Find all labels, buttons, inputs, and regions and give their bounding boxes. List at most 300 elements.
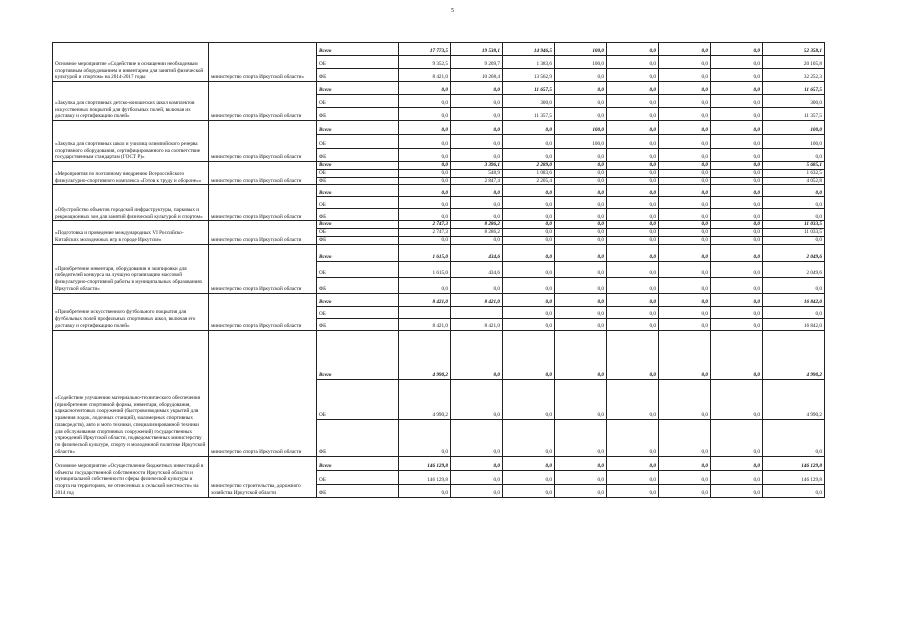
- amount-cell: 100,0: [763, 135, 825, 149]
- amount-cell: 3 396,1: [451, 162, 503, 170]
- amount-cell: 0,0: [607, 330, 659, 379]
- amount-cell: 8 421,0: [451, 293, 503, 306]
- amount-cell: 0,0: [607, 185, 659, 197]
- event-name-cell: «Приобретение искусственного футбольного покрытия для футбольных полей профильных спортивных школ, включая его доставку и сертификацию полей»: [53, 293, 209, 330]
- funding-source-cell: Всего: [317, 162, 399, 170]
- amount-cell: 0,0: [555, 277, 607, 293]
- amount-cell: 146 129,8: [399, 470, 451, 484]
- funding-source-cell: ОБ: [317, 229, 399, 237]
- amount-cell: 0,0: [399, 162, 451, 170]
- funding-source-cell: Всего: [317, 82, 399, 95]
- amount-cell: 0,0: [555, 470, 607, 484]
- amount-cell: 0,0: [451, 456, 503, 470]
- amount-cell: 0,0: [711, 244, 763, 261]
- amount-cell: 0,0: [763, 209, 825, 221]
- amount-cell: 8 286,2: [451, 221, 503, 229]
- amount-cell: 0,0: [503, 209, 555, 221]
- amount-cell: 0,0: [659, 169, 711, 177]
- amount-cell: 0,0: [763, 484, 825, 497]
- amount-cell: 0,0: [555, 456, 607, 470]
- page-number: 5: [451, 8, 454, 14]
- amount-cell: 0,0: [399, 135, 451, 149]
- amount-cell: 300,0: [763, 95, 825, 108]
- amount-cell: 2 747,3: [399, 229, 451, 237]
- amount-cell: 0,0: [607, 379, 659, 419]
- event-name-cell: «Мероприятия по поэтапному внедрению Всероссийского физкультурно-спортивного комплекса «Готов к труду и обороне»»: [53, 162, 209, 185]
- amount-cell: 100,0: [555, 56, 607, 69]
- amount-cell: 0,0: [399, 209, 451, 221]
- amount-cell: 2 847,4: [451, 177, 503, 185]
- event-name-cell: «Закупка для спортивных детско-юношеских школ комплектов искусственных покрытий для футбольных полей, включая их доставку и сертификацию полей»: [53, 82, 209, 121]
- amount-cell: 0,0: [659, 318, 711, 330]
- amount-cell: 0,0: [711, 82, 763, 95]
- amount-cell: 0,0: [763, 197, 825, 209]
- amount-cell: 0,0: [711, 69, 763, 82]
- amount-cell: 0,0: [763, 185, 825, 197]
- amount-cell: 0,0: [659, 261, 711, 277]
- amount-cell: 0,0: [503, 229, 555, 237]
- amount-cell: 0,0: [555, 108, 607, 121]
- amount-cell: 4 990,2: [763, 379, 825, 419]
- table-row: [53, 162, 825, 170]
- funding-source-cell: ОБ: [317, 306, 399, 318]
- amount-cell: 8 421,0: [399, 69, 451, 82]
- amount-cell: 0,0: [555, 484, 607, 497]
- amount-cell: 100,0: [763, 121, 825, 135]
- amount-cell: 0,0: [555, 169, 607, 177]
- amount-cell: 0,0: [503, 456, 555, 470]
- amount-cell: 0,0: [659, 82, 711, 95]
- amount-cell: 0,0: [711, 456, 763, 470]
- amount-cell: 0,0: [659, 95, 711, 108]
- responsible-cell: министерство спорта Иркутской области: [209, 121, 317, 162]
- amount-cell: 0,0: [607, 95, 659, 108]
- responsible-cell: министерство спорта Иркутской области: [209, 330, 317, 456]
- amount-cell: 0,0: [451, 379, 503, 419]
- amount-cell: 0,0: [555, 261, 607, 277]
- amount-cell: 0,0: [659, 185, 711, 197]
- amount-cell: 0,0: [607, 209, 659, 221]
- amount-cell: 0,0: [659, 177, 711, 185]
- amount-cell: 0,0: [555, 177, 607, 185]
- amount-cell: 0,0: [555, 318, 607, 330]
- amount-cell: 0,0: [555, 209, 607, 221]
- funding-source-cell: ФБ: [317, 484, 399, 497]
- amount-cell: 0,0: [451, 135, 503, 149]
- funding-source-cell: Всего: [317, 244, 399, 261]
- amount-cell: 0,0: [711, 185, 763, 197]
- table-row: [53, 121, 825, 135]
- amount-cell: 0,0: [399, 236, 451, 244]
- amount-cell: 146 129,8: [399, 456, 451, 470]
- amount-cell: 13 562,9: [503, 69, 555, 82]
- amount-cell: 0,0: [659, 56, 711, 69]
- amount-cell: 0,0: [555, 236, 607, 244]
- amount-cell: 0,0: [503, 185, 555, 197]
- amount-cell: 0,0: [503, 121, 555, 135]
- funding-source-cell: ОБ: [317, 169, 399, 177]
- table-row: [53, 185, 825, 197]
- table-row: [53, 244, 825, 261]
- amount-cell: 0,0: [607, 229, 659, 237]
- amount-cell: 0,0: [711, 169, 763, 177]
- amount-cell: 0,0: [503, 379, 555, 419]
- amount-cell: 0,0: [451, 419, 503, 456]
- event-name-cell: Основное мероприятие «Осуществление бюджетных инвестиций в объекты государственной собственности Иркутской области и муниципальной собственности сферы физической культуры и спорта на территориях, не отнесенных к сельской местности» на 2014 год: [53, 456, 209, 497]
- amount-cell: 434,6: [451, 244, 503, 261]
- amount-cell: 0,0: [607, 470, 659, 484]
- amount-cell: 2 205,4: [503, 177, 555, 185]
- amount-cell: 0,0: [711, 293, 763, 306]
- amount-cell: 100,0: [555, 121, 607, 135]
- amount-cell: 0,0: [607, 244, 659, 261]
- funding-source-cell: ФБ: [317, 419, 399, 456]
- amount-cell: 0,0: [399, 121, 451, 135]
- amount-cell: 0,0: [659, 149, 711, 162]
- amount-cell: 0,0: [763, 306, 825, 318]
- amount-cell: 0,0: [607, 56, 659, 69]
- amount-cell: 0,0: [451, 149, 503, 162]
- budget-table: [52, 42, 825, 498]
- amount-cell: 0,0: [503, 221, 555, 229]
- amount-cell: 0,0: [503, 135, 555, 149]
- amount-cell: 0,0: [451, 209, 503, 221]
- amount-cell: 0,0: [711, 419, 763, 456]
- amount-cell: 0,0: [659, 277, 711, 293]
- funding-source-cell: ОБ: [317, 261, 399, 277]
- amount-cell: 0,0: [607, 43, 659, 56]
- amount-cell: 100,0: [555, 43, 607, 56]
- amount-cell: 0,0: [763, 149, 825, 162]
- amount-cell: 0,0: [659, 162, 711, 170]
- table-row: [53, 43, 825, 56]
- amount-cell: 0,0: [711, 318, 763, 330]
- funding-source-cell: Всего: [317, 456, 399, 470]
- event-name-cell: «Приобретение инвентаря, оборудования и экипировки для победителей конкурса на лучшую организацию массовой физкультурно-спортивной работы в муниципальных образованиях Иркутской области»: [53, 244, 209, 293]
- amount-cell: 0,0: [503, 470, 555, 484]
- event-name-cell: «Подготовка и проведение международных VI Российско-Китайских молодежных игр в городе Иркутске»: [53, 221, 209, 244]
- responsible-cell: министерство строительства, дорожного хозяйства Иркутской области: [209, 456, 317, 497]
- amount-cell: 8 421,0: [399, 293, 451, 306]
- amount-cell: 0,0: [659, 330, 711, 379]
- amount-cell: 0,0: [503, 484, 555, 497]
- amount-cell: 0,0: [451, 277, 503, 293]
- funding-source-cell: Всего: [317, 43, 399, 56]
- amount-cell: 0,0: [607, 162, 659, 170]
- funding-source-cell: ОБ: [317, 56, 399, 69]
- funding-source-cell: ОБ: [317, 135, 399, 149]
- amount-cell: 1 615,0: [399, 244, 451, 261]
- table-row: [53, 330, 825, 379]
- funding-source-cell: ФБ: [317, 149, 399, 162]
- amount-cell: 0,0: [607, 69, 659, 82]
- amount-cell: 2 747,3: [399, 221, 451, 229]
- table-row: [53, 456, 825, 470]
- amount-cell: 0,0: [711, 221, 763, 229]
- amount-cell: 0,0: [659, 121, 711, 135]
- amount-cell: 100,0: [555, 135, 607, 149]
- amount-cell: 0,0: [503, 197, 555, 209]
- amount-cell: 0,0: [399, 484, 451, 497]
- funding-source-cell: ОБ: [317, 470, 399, 484]
- event-name-cell: «Закупка для спортивных школ и училищ олимпийского резерва спортивного оборудования, сертифицированного на соответствие государственным стандартам (ГОСТ Р)»: [53, 121, 209, 162]
- amount-cell: 0,0: [399, 177, 451, 185]
- amount-cell: 0,0: [607, 108, 659, 121]
- amount-cell: 0,0: [659, 419, 711, 456]
- amount-cell: 146 129,8: [763, 456, 825, 470]
- amount-cell: 0,0: [711, 484, 763, 497]
- amount-cell: 9 269,7: [451, 56, 503, 69]
- amount-cell: 0,0: [659, 484, 711, 497]
- amount-cell: 0,0: [659, 306, 711, 318]
- amount-cell: 0,0: [763, 277, 825, 293]
- amount-cell: 0,0: [659, 43, 711, 56]
- amount-cell: 0,0: [607, 197, 659, 209]
- amount-cell: 4 990,2: [763, 330, 825, 379]
- amount-cell: 0,0: [451, 470, 503, 484]
- amount-cell: 16 842,0: [763, 293, 825, 306]
- amount-cell: 0,0: [659, 221, 711, 229]
- amount-cell: 0,0: [607, 261, 659, 277]
- amount-cell: 0,0: [399, 108, 451, 121]
- amount-cell: 0,0: [659, 229, 711, 237]
- funding-source-cell: ФБ: [317, 108, 399, 121]
- amount-cell: 0,0: [555, 229, 607, 237]
- amount-cell: 0,0: [503, 330, 555, 379]
- amount-cell: 8 421,0: [399, 318, 451, 330]
- amount-cell: 0,0: [555, 419, 607, 456]
- amount-cell: 0,0: [711, 95, 763, 108]
- amount-cell: 0,0: [399, 95, 451, 108]
- table-row: [53, 293, 825, 306]
- funding-source-cell: ФБ: [317, 209, 399, 221]
- amount-cell: 0,0: [711, 43, 763, 56]
- amount-cell: 0,0: [659, 244, 711, 261]
- amount-cell: 14 946,5: [503, 43, 555, 56]
- amount-cell: 0,0: [607, 169, 659, 177]
- amount-cell: 0,0: [555, 244, 607, 261]
- amount-cell: 0,0: [451, 108, 503, 121]
- amount-cell: 0,0: [503, 419, 555, 456]
- amount-cell: 0,0: [711, 229, 763, 237]
- amount-cell: 20 105,8: [763, 56, 825, 69]
- amount-cell: 0,0: [711, 470, 763, 484]
- amount-cell: 0,0: [555, 221, 607, 229]
- amount-cell: 0,0: [607, 293, 659, 306]
- funding-source-cell: ФБ: [317, 277, 399, 293]
- funding-source-cell: ОБ: [317, 197, 399, 209]
- funding-source-cell: Всего: [317, 330, 399, 379]
- amount-cell: 0,0: [607, 221, 659, 229]
- amount-cell: 0,0: [711, 108, 763, 121]
- amount-cell: 0,0: [555, 95, 607, 108]
- amount-cell: 0,0: [555, 69, 607, 82]
- amount-cell: 0,0: [659, 197, 711, 209]
- amount-cell: 0,0: [451, 185, 503, 197]
- table-row: [53, 221, 825, 229]
- amount-cell: 0,0: [503, 261, 555, 277]
- amount-cell: 0,0: [555, 185, 607, 197]
- amount-cell: 0,0: [711, 177, 763, 185]
- amount-cell: 5 685,1: [763, 162, 825, 170]
- amount-cell: 0,0: [659, 209, 711, 221]
- amount-cell: 4 052,8: [763, 177, 825, 185]
- amount-cell: 0,0: [763, 419, 825, 456]
- amount-cell: 0,0: [399, 169, 451, 177]
- amount-cell: 1 632,5: [763, 169, 825, 177]
- amount-cell: 0,0: [607, 135, 659, 149]
- amount-cell: 0,0: [711, 209, 763, 221]
- amount-cell: 2 289,0: [503, 162, 555, 170]
- funding-source-cell: Всего: [317, 185, 399, 197]
- amount-cell: 0,0: [555, 306, 607, 318]
- amount-cell: 0,0: [711, 330, 763, 379]
- responsible-cell: министерство спорта Иркутской области: [209, 82, 317, 121]
- amount-cell: 0,0: [763, 236, 825, 244]
- amount-cell: [399, 306, 451, 318]
- amount-cell: 0,0: [451, 484, 503, 497]
- amount-cell: 0,0: [607, 306, 659, 318]
- amount-cell: 0,0: [503, 149, 555, 162]
- amount-cell: 0,0: [399, 82, 451, 95]
- amount-cell: 300,0: [503, 95, 555, 108]
- amount-cell: 0,0: [711, 149, 763, 162]
- amount-cell: 0,0: [659, 470, 711, 484]
- amount-cell: 1 615,0: [399, 261, 451, 277]
- amount-cell: 1 083,6: [503, 169, 555, 177]
- amount-cell: 0,0: [659, 379, 711, 419]
- event-name-cell: Основное мероприятие «Содействие в оснащении необходимым спортивным оборудованием и инвентарем для занятий физической культурой и спортом» на 2014-2017 годы: [53, 43, 209, 82]
- amount-cell: 0,0: [607, 318, 659, 330]
- amount-cell: 0,0: [711, 277, 763, 293]
- responsible-cell: министерство спорта Иркутской области: [209, 162, 317, 185]
- amount-cell: 0,0: [451, 95, 503, 108]
- amount-cell: [451, 306, 503, 318]
- amount-cell: 434,6: [451, 261, 503, 277]
- amount-cell: 0,0: [659, 108, 711, 121]
- amount-cell: 0,0: [711, 236, 763, 244]
- funding-source-cell: ФБ: [317, 318, 399, 330]
- amount-cell: 0,0: [607, 484, 659, 497]
- responsible-cell: министерство спорта Иркутской области: [209, 293, 317, 330]
- amount-cell: 0,0: [555, 82, 607, 95]
- amount-cell: 0,0: [711, 197, 763, 209]
- amount-cell: 0,0: [503, 236, 555, 244]
- amount-cell: 52 358,1: [763, 43, 825, 56]
- amount-cell: 0,0: [659, 69, 711, 82]
- amount-cell: 2 049,6: [763, 244, 825, 261]
- amount-cell: 0,0: [607, 456, 659, 470]
- amount-cell: 0,0: [451, 330, 503, 379]
- amount-cell: 0,0: [607, 236, 659, 244]
- amount-cell: 11 357,5: [503, 108, 555, 121]
- amount-cell: 0,0: [503, 277, 555, 293]
- event-name-cell: «Обустройство объектов городской инфраструктуры, парковых и рекреационных зон для занятий физической культурой и спортом»: [53, 185, 209, 221]
- amount-cell: 16 842,0: [763, 318, 825, 330]
- funding-source-cell: Всего: [317, 121, 399, 135]
- amount-cell: 11 357,5: [763, 108, 825, 121]
- funding-source-cell: Всего: [317, 293, 399, 306]
- amount-cell: 0,0: [711, 379, 763, 419]
- funding-source-cell: ФБ: [317, 177, 399, 185]
- amount-cell: 0,0: [659, 456, 711, 470]
- responsible-cell: министерство спорта Иркутской области: [209, 244, 317, 293]
- amount-cell: 146 129,8: [763, 470, 825, 484]
- amount-cell: 0,0: [659, 293, 711, 306]
- amount-cell: 11 657,5: [763, 82, 825, 95]
- amount-cell: 11 033,5: [763, 229, 825, 237]
- amount-cell: 4 990,2: [399, 330, 451, 379]
- amount-cell: 0,0: [607, 82, 659, 95]
- amount-cell: 0,0: [607, 121, 659, 135]
- amount-cell: 0,0: [451, 197, 503, 209]
- amount-cell: 8 421,0: [451, 318, 503, 330]
- funding-source-cell: ОБ: [317, 379, 399, 419]
- amount-cell: 0,0: [503, 306, 555, 318]
- responsible-cell: министерство спорта Иркутской области»: [209, 43, 317, 82]
- amount-cell: 0,0: [711, 135, 763, 149]
- amount-cell: 0,0: [503, 318, 555, 330]
- amount-cell: 0,0: [503, 244, 555, 261]
- amount-cell: 4 990,2: [399, 379, 451, 419]
- amount-cell: 19 538,1: [451, 43, 503, 56]
- amount-cell: 0,0: [659, 135, 711, 149]
- amount-cell: 32 252,3: [763, 69, 825, 82]
- funding-source-cell: Всего: [317, 221, 399, 229]
- amount-cell: 0,0: [607, 177, 659, 185]
- table-row: [53, 82, 825, 95]
- amount-cell: 11 657,5: [503, 82, 555, 95]
- amount-cell: 0,0: [399, 185, 451, 197]
- amount-cell: 0,0: [711, 261, 763, 277]
- amount-cell: 0,0: [711, 121, 763, 135]
- amount-cell: 548,9: [451, 169, 503, 177]
- amount-cell: 9 352,5: [399, 56, 451, 69]
- amount-cell: 0,0: [503, 293, 555, 306]
- amount-cell: 0,0: [555, 293, 607, 306]
- amount-cell: 17 773,5: [399, 43, 451, 56]
- amount-cell: 0,0: [555, 162, 607, 170]
- amount-cell: 0,0: [711, 306, 763, 318]
- amount-cell: 0,0: [555, 197, 607, 209]
- amount-cell: 0,0: [451, 121, 503, 135]
- amount-cell: 0,0: [399, 149, 451, 162]
- amount-cell: 0,0: [399, 277, 451, 293]
- amount-cell: 1 383,6: [503, 56, 555, 69]
- amount-cell: 0,0: [659, 236, 711, 244]
- amount-cell: 2 049,6: [763, 261, 825, 277]
- amount-cell: 0,0: [399, 197, 451, 209]
- amount-cell: 10 268,4: [451, 69, 503, 82]
- amount-cell: 0,0: [399, 419, 451, 456]
- amount-cell: 11 033,5: [763, 221, 825, 229]
- funding-source-cell: ФБ: [317, 236, 399, 244]
- amount-cell: 0,0: [555, 149, 607, 162]
- funding-source-cell: ОБ: [317, 95, 399, 108]
- amount-cell: 0,0: [607, 277, 659, 293]
- amount-cell: 0,0: [711, 56, 763, 69]
- amount-cell: 0,0: [555, 330, 607, 379]
- responsible-cell: министерство спорта Иркутской области: [209, 221, 317, 244]
- amount-cell: 0,0: [451, 82, 503, 95]
- funding-source-cell: ФБ: [317, 69, 399, 82]
- amount-cell: 0,0: [607, 149, 659, 162]
- amount-cell: 0,0: [555, 379, 607, 419]
- responsible-cell: министерство спорта Иркутской области: [209, 185, 317, 221]
- amount-cell: 0,0: [607, 419, 659, 456]
- amount-cell: 8 286,2: [451, 229, 503, 237]
- amount-cell: 0,0: [711, 162, 763, 170]
